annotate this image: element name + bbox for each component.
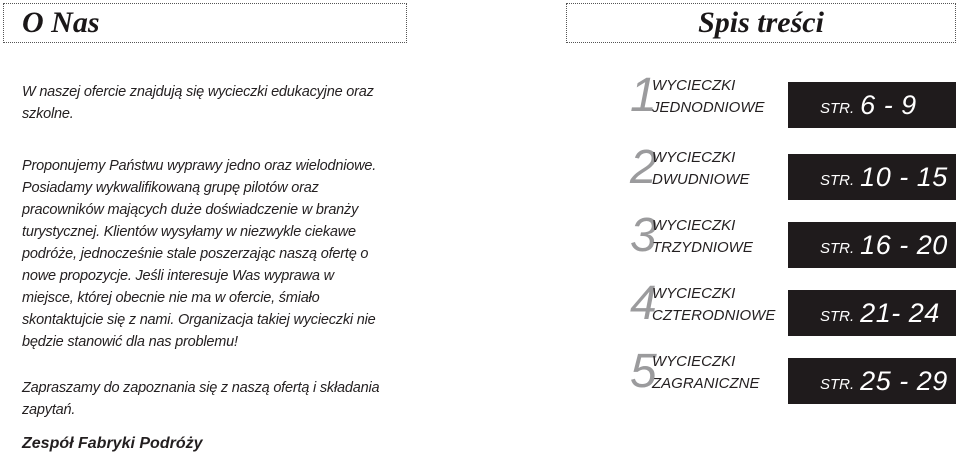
- about-text: [22, 81, 382, 421]
- toc-item-label-line1: WYCIECZKI: [652, 77, 736, 94]
- toc-title: Spis treści: [698, 6, 824, 39]
- toc-str-label: STR.: [820, 375, 855, 393]
- toc-str-label: STR.: [820, 171, 855, 189]
- toc-page-badge: [788, 358, 956, 404]
- toc-item-label-line1: WYCIECZKI: [652, 217, 736, 234]
- toc-page-badge: [788, 82, 956, 128]
- about-header: [3, 3, 407, 43]
- toc-item-label-line2: CZTERODNIOWE: [652, 307, 776, 324]
- about-title: O Nas: [22, 6, 100, 39]
- toc-item-3[interactable]: [622, 209, 956, 264]
- toc-item-2[interactable]: [622, 141, 956, 196]
- toc-item-number: 4: [630, 277, 657, 330]
- toc-page-range: 6 - 9: [860, 89, 917, 120]
- toc-str-label: STR.: [820, 99, 855, 117]
- toc-str-label: STR.: [820, 307, 855, 325]
- toc-item-label-line2: ZAGRANICZNE: [652, 375, 760, 392]
- toc-str-label: STR.: [820, 239, 855, 257]
- toc-item-label-line2: DWUDNIOWE: [652, 171, 750, 188]
- signature: Zespół Fabryki Podróży: [22, 435, 203, 452]
- toc-item-label-line2: JEDNODNIOWE: [652, 99, 765, 116]
- toc-item-label-line1: WYCIECZKI: [652, 285, 736, 302]
- toc-item-4[interactable]: [622, 277, 956, 332]
- toc-page-range: 16 - 20: [860, 229, 948, 260]
- toc-page-badge: [788, 154, 956, 200]
- toc-item-number: 2: [630, 141, 657, 194]
- toc-item-number: 3: [630, 209, 657, 262]
- about-paragraph-2: Proponujemy Państwu wyprawy jedno oraz wielodniowe. Posiadamy wykwalifikowaną grupę pilotów oraz pracowników mających duże doświadczenie w branży turystycznej. Klientów wysyłamy w niezwykle ciekawe podróże, jednocześnie stale poszerzając naszą ofertę o nowe propozycje. Jeśli interesuje Was wyprawa w miejsce, której obecnie nie ma w ofercie, śmiało skontaktujcie się z nami. Organizacja takiej wycieczki nie będzie stanowić dla nas problemu!: [22, 158, 377, 350]
- toc-item-label-line1: WYCIECZKI: [652, 353, 736, 370]
- toc-page-badge: [788, 222, 956, 268]
- toc-page-badge: [788, 290, 956, 336]
- toc-item-label-line1: WYCIECZKI: [652, 149, 736, 166]
- toc-page-range: 25 - 29: [860, 365, 948, 396]
- toc-item-5[interactable]: [622, 345, 956, 400]
- toc-item-1[interactable]: [622, 69, 956, 124]
- about-paragraph-1: W naszej ofercie znajdują się wycieczki edukacyjne oraz szkolne.: [22, 84, 374, 122]
- about-paragraph-3: Zapraszamy do zapoznania się z naszą ofertą i składania zapytań.: [22, 380, 380, 418]
- toc-page-range: 10 - 15: [860, 161, 948, 192]
- toc-header: [566, 3, 956, 43]
- toc-page-range: 21- 24: [860, 297, 940, 328]
- toc-item-number: 5: [630, 345, 657, 398]
- toc-item-label-line2: TRZYDNIOWE: [652, 239, 753, 256]
- toc-item-number: 1: [630, 69, 657, 122]
